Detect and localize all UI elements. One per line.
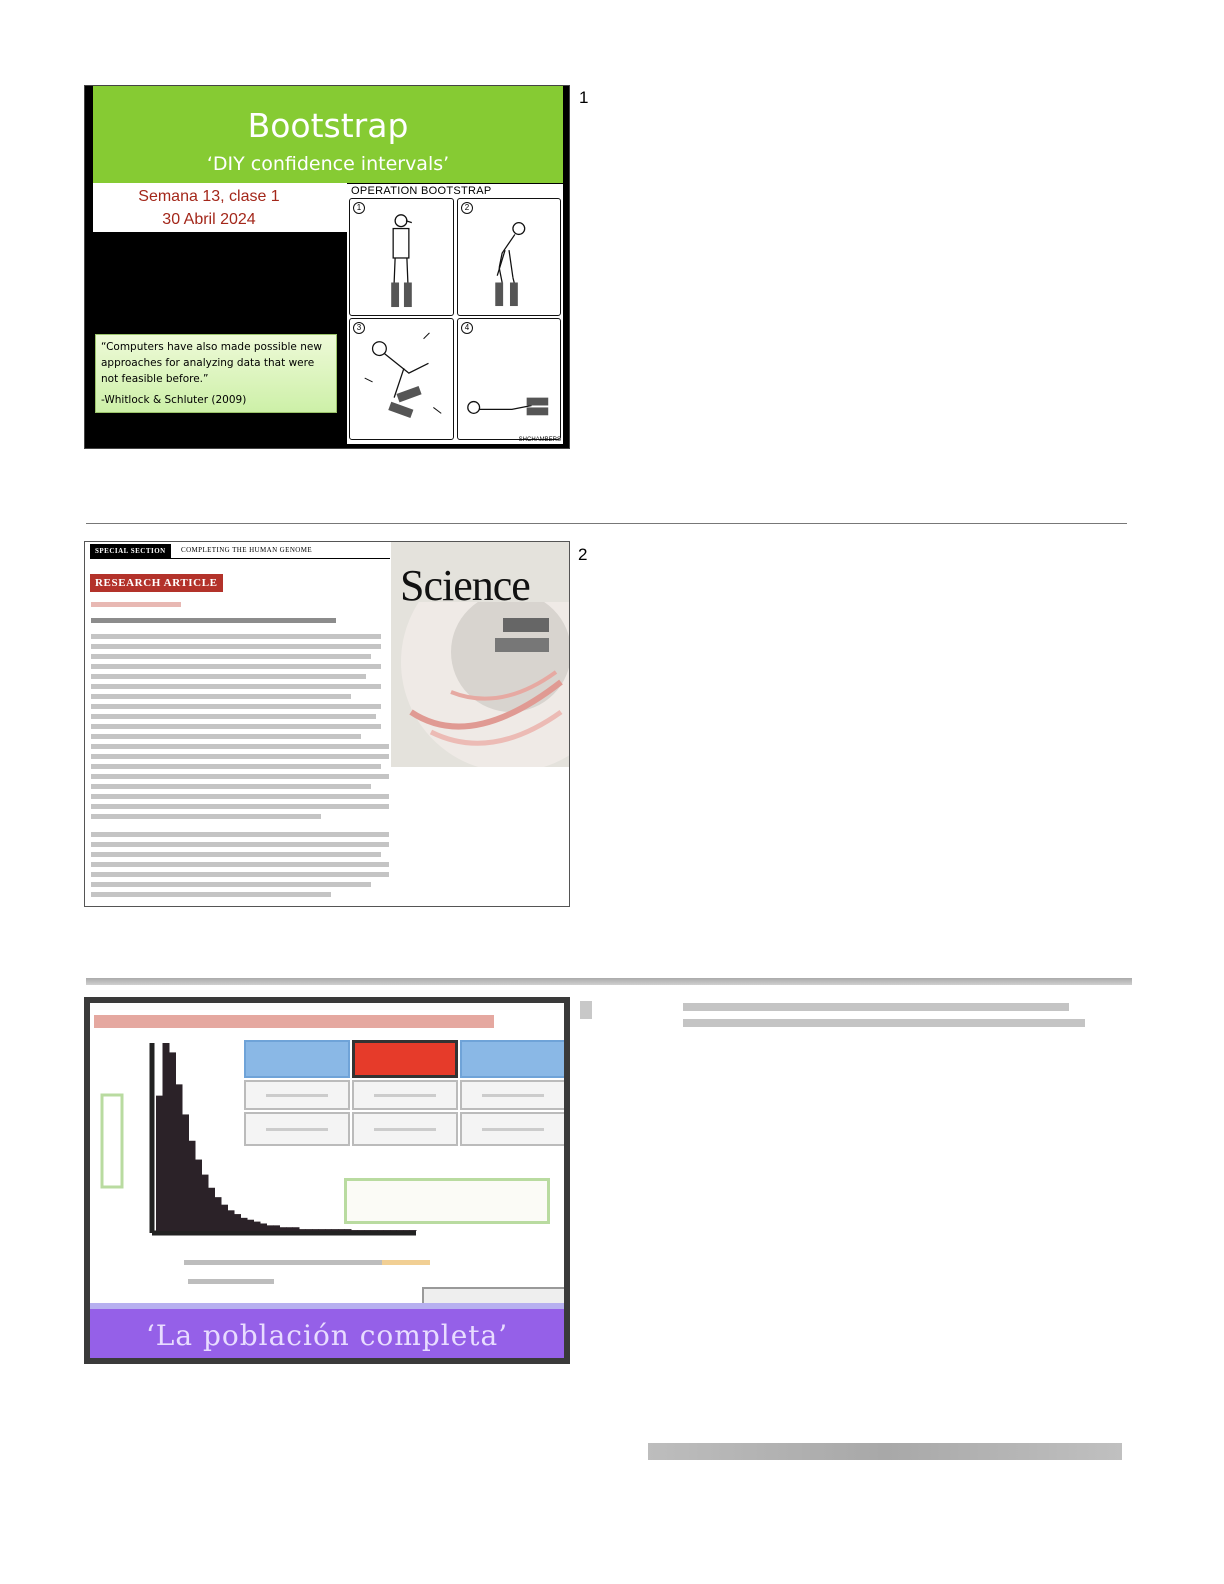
slide-subtitle: ‘DIY confidence intervals’ [206,153,450,175]
histogram-bar [182,1114,189,1231]
histogram-bar [371,1230,378,1231]
histogram-bar [280,1227,287,1231]
comic-panel-1 [349,198,454,316]
special-section-label: SPECIAL SECTION [90,544,171,558]
week-label: Semana 13, clase 1 [138,188,280,205]
histogram-bar [319,1229,326,1231]
histogram-bar [345,1229,352,1231]
table-cell [460,1112,566,1146]
comic-panel-3 [349,318,454,440]
histogram-bar [176,1084,183,1231]
histogram-bar [221,1205,228,1231]
section-title: COMPLETING THE HUMAN GENOME [181,546,313,554]
panel-number: 2 [461,202,473,214]
x-label-blurred [184,1260,384,1265]
histogram-bar [247,1220,254,1231]
table-cell [352,1112,458,1146]
slide-3 [84,997,570,1364]
histogram-bar [228,1210,235,1231]
speaker-notes-blurred [683,1019,1085,1027]
histogram-bar [299,1229,306,1231]
slide-number: 1 [579,88,589,107]
histogram-bar [254,1222,261,1231]
note-box-blurred [344,1178,550,1224]
comic-panel-4 [457,318,561,440]
standing-man-illustration [350,199,453,315]
histogram-bar [358,1230,365,1231]
y-label-box [102,1095,122,1187]
histogram-bar [338,1229,345,1231]
histogram-bar [273,1225,280,1231]
histogram-bar [241,1218,248,1231]
panel-number: 1 [353,202,365,214]
quote-text: “Computers have also made possible new approaches for analyzing data that were not feasible before.” [101,341,322,385]
histogram-bar [163,1043,170,1231]
histogram-bar [189,1141,196,1231]
flying-man-illustration [350,319,453,439]
population-banner [90,1309,564,1359]
histogram-bar [325,1229,332,1231]
histogram-bar [410,1230,417,1231]
speaker-notes-blurred [683,1003,1069,1011]
banner-text: ‘La población completa’ [145,1319,509,1352]
cover-title: Science [400,561,530,610]
histogram-bar [377,1230,384,1231]
histogram-bar [384,1230,391,1231]
quote-attribution: -Whitlock & Schluter (2009) [101,394,247,406]
slide-header [93,86,563,183]
comic-strip [347,184,563,444]
histogram-bar [293,1227,300,1231]
summary-table [244,1040,566,1148]
panel-number: 3 [353,322,365,334]
slide-number: 2 [578,545,588,564]
table-header-highlight [352,1040,458,1078]
slide-2 [84,541,570,907]
x-label-highlight [382,1260,430,1265]
table-cell [352,1080,458,1110]
slide-1 [84,85,570,449]
slide-divider [86,978,1132,985]
header-rule [90,558,390,559]
table-header-cell [460,1040,566,1078]
histogram-bar [286,1227,293,1231]
slide-number-blurred [580,1001,592,1019]
histogram-bar [267,1225,274,1231]
histogram-bar [202,1175,209,1231]
page-footer-blurred [648,1443,1122,1460]
histogram-bar [234,1214,241,1231]
histogram-bar [156,1096,163,1231]
comic-title: OPERATION BOOTSTRAP [351,185,492,197]
histogram-bar [332,1229,339,1231]
table-cell [244,1080,350,1110]
table-cell [244,1112,350,1146]
date-label: 30 Abril 2024 [162,211,256,228]
histogram-bar [351,1230,358,1231]
histogram-bar [215,1197,222,1231]
date-box [93,183,347,232]
histogram-bar [306,1229,313,1231]
histogram-bar [195,1160,202,1231]
table-cell [460,1080,566,1110]
histogram-bar [390,1230,397,1231]
histogram-bar [260,1223,267,1231]
table-header-cell [244,1040,350,1078]
comic-credit: SHCHAMBERS [518,437,561,443]
histogram-bar [397,1230,404,1231]
quote-box [95,334,337,413]
comic-panel-2 [457,198,561,316]
research-article-tag: RESEARCH ARTICLE [90,574,223,592]
slide-title: Bootstrap [247,106,409,145]
histogram-bar [364,1230,371,1231]
panel-number: 4 [461,322,473,334]
histogram-bar [208,1188,215,1231]
bending-man-illustration [458,199,560,315]
histogram-bar [403,1230,410,1231]
fallen-man-illustration [458,319,560,439]
slide-heading-blurred [94,1015,494,1028]
caption-blurred [188,1279,274,1284]
blur-frame [84,597,570,907]
histogram-bar [169,1052,176,1231]
slide-divider [86,523,1127,524]
histogram-bar [312,1229,319,1231]
